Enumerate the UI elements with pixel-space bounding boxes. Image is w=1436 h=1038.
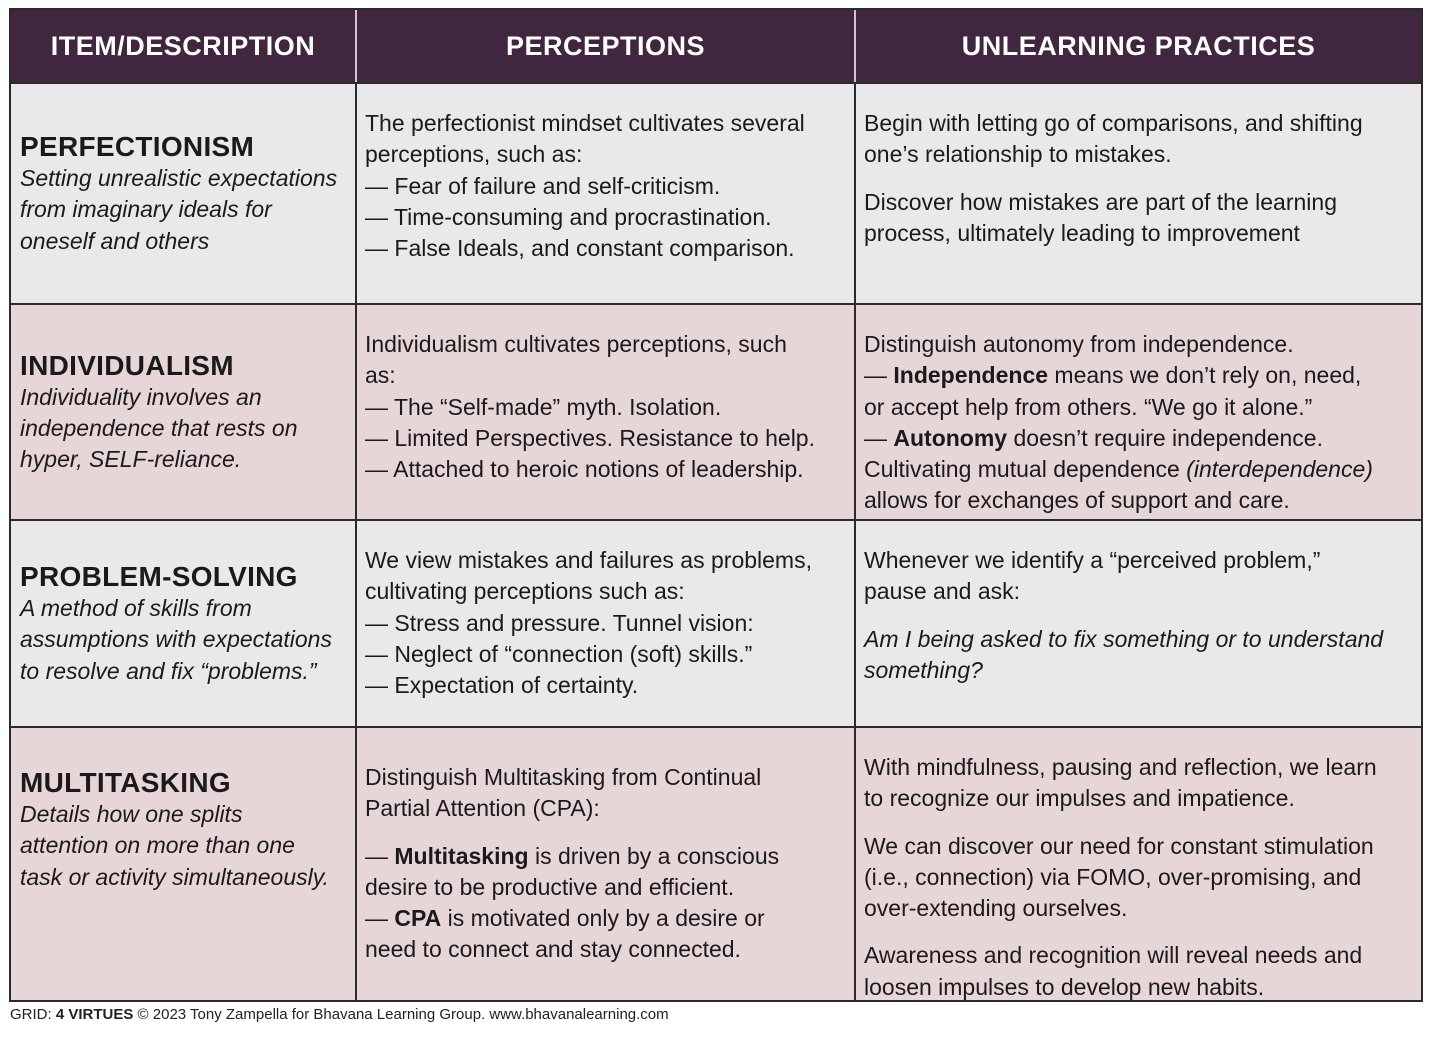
practice-line: process, ultimately leading to improvement bbox=[864, 219, 1300, 246]
item-desc-line: hyper, SELF-reliance. bbox=[20, 446, 242, 473]
term-multitasking: Multitasking bbox=[394, 842, 529, 869]
perception-line: as: bbox=[365, 362, 396, 389]
item-desc-line: oneself and others bbox=[20, 227, 210, 254]
perceptions-cell-multitasking bbox=[357, 726, 856, 1000]
term-independence: Independence bbox=[893, 362, 1049, 389]
practice-line: Begin with letting go of comparisons, and shifting bbox=[864, 110, 1363, 136]
perception-line: — Stress and pressure. Tunnel vision: bbox=[365, 609, 754, 636]
item-desc-line: from imaginary ideals for bbox=[20, 196, 272, 223]
perception-line: Partial Attention (CPA): bbox=[365, 795, 600, 822]
practice-line: Cultivating mutual dependence (interdependence) bbox=[864, 456, 1373, 483]
practice-question: Am I being asked to fix something or to understand bbox=[864, 625, 1384, 652]
perception-line: — Fear of failure and self-criticism. bbox=[365, 172, 721, 199]
perception-line: — Expectation of certainty. bbox=[365, 672, 639, 699]
term-autonomy: Autonomy bbox=[893, 424, 1008, 451]
perception-line: — Multitasking is driven by a conscious bbox=[365, 842, 780, 869]
header-unlearning-practices: UNLEARNING PRACTICES bbox=[856, 10, 1421, 82]
practice-line: With mindfulness, pausing and reflection, we learn bbox=[864, 754, 1377, 780]
practice-line: We can discover our need for constant stimulation bbox=[864, 832, 1374, 859]
perception-line: — Time-consuming and procrastination. bbox=[365, 203, 772, 230]
practice-line: — Independence means we don’t rely on, need, bbox=[864, 362, 1362, 389]
item-desc-line: independence that rests on bbox=[20, 414, 298, 441]
term-interdependence: (interdependence) bbox=[1186, 456, 1373, 483]
item-cell-multitasking bbox=[11, 726, 357, 1000]
item-desc-line: attention on more than one bbox=[20, 832, 295, 859]
perception-line: cultivating perceptions such as: bbox=[365, 578, 685, 605]
item-title: INDIVIDUALISM bbox=[20, 349, 234, 381]
item-cell-perfectionism bbox=[11, 82, 357, 303]
term-cpa: CPA bbox=[394, 905, 442, 932]
perceptions-cell-individualism bbox=[357, 303, 856, 519]
header-item-description: ITEM/DESCRIPTION bbox=[11, 10, 357, 82]
practices-cell-problem-solving bbox=[856, 519, 1421, 726]
perception-line: perceptions, such as: bbox=[365, 141, 583, 168]
virtues-table bbox=[9, 8, 1423, 1002]
practice-line: to recognize our impulses and impatience. bbox=[864, 785, 1295, 812]
practice-line: (i.e., connection) via FOMO, over-promising, and bbox=[864, 863, 1362, 890]
perception-line: desire to be productive and efficient. bbox=[365, 873, 735, 900]
perception-line: — CPA is motivated only by a desire or bbox=[365, 905, 765, 932]
practice-line: over-extending ourselves. bbox=[864, 895, 1128, 922]
practices-cell-perfectionism bbox=[856, 82, 1421, 303]
item-title: PERFECTIONISM bbox=[20, 131, 255, 163]
practice-line: — Autonomy doesn’t require independence. bbox=[864, 424, 1323, 451]
practice-line: Whenever we identify a “perceived problem,” bbox=[864, 547, 1321, 573]
perception-line: — Limited Perspectives. Resistance to help. bbox=[365, 424, 815, 451]
item-cell-individualism bbox=[11, 303, 357, 519]
item-desc-line: Details how one splits bbox=[20, 801, 243, 827]
perception-line: — False Ideals, and constant comparison. bbox=[365, 235, 795, 262]
item-title: PROBLEM-SOLVING bbox=[20, 561, 298, 593]
practices-cell-individualism bbox=[856, 303, 1421, 519]
practices-cell-multitasking bbox=[856, 726, 1421, 1000]
perception-line: Individualism cultivates perceptions, such bbox=[365, 331, 787, 357]
practice-question: something? bbox=[864, 656, 983, 683]
practice-line: Discover how mistakes are part of the learning bbox=[864, 188, 1337, 215]
header-perceptions: PERCEPTIONS bbox=[357, 10, 856, 82]
practice-line: allows for exchanges of support and care. bbox=[864, 487, 1290, 514]
item-desc-line: A method of skills from bbox=[20, 595, 252, 622]
practice-line: Distinguish autonomy from independence. bbox=[864, 331, 1294, 357]
practice-line: pause and ask: bbox=[864, 578, 1021, 605]
item-desc-line: Individuality involves an bbox=[20, 383, 262, 410]
practice-line: one’s relationship to mistakes. bbox=[864, 141, 1172, 168]
perception-line: — Neglect of “connection (soft) skills.” bbox=[365, 640, 753, 667]
perceptions-cell-problem-solving bbox=[357, 519, 856, 726]
practice-line: loosen impulses to develop new habits. bbox=[864, 973, 1265, 1000]
item-desc-line: task or activity simultaneously. bbox=[20, 863, 329, 890]
item-title: MULTITASKING bbox=[20, 767, 231, 798]
perception-line: The perfectionist mindset cultivates several bbox=[365, 110, 805, 136]
perception-line: We view mistakes and failures as problems, bbox=[365, 547, 812, 573]
footer-grid-name: 4 VIRTUES bbox=[55, 1006, 134, 1023]
perception-line: Distinguish Multitasking from Continual bbox=[365, 764, 762, 790]
perception-line: — Attached to heroic notions of leadership. bbox=[365, 456, 804, 483]
perception-line: — The “Self-made” myth. Isolation. bbox=[365, 393, 722, 420]
item-desc-line: Setting unrealistic expectations bbox=[20, 165, 338, 192]
item-desc-line: assumptions with expectations bbox=[20, 626, 332, 653]
perceptions-cell-perfectionism bbox=[357, 82, 856, 303]
perception-line: need to connect and stay connected. bbox=[365, 936, 741, 963]
item-cell-problem-solving bbox=[11, 519, 357, 726]
footer-credit: GRID: 4 VIRTUES © 2023 Tony Zampella for Bhavana Learning Group. www.bhavanalearning.com bbox=[10, 1006, 669, 1023]
practice-line: or accept help from others. “We go it alone.” bbox=[864, 393, 1313, 420]
item-desc-line: to resolve and fix “problems.” bbox=[20, 657, 317, 684]
practice-line: Awareness and recognition will reveal needs and bbox=[864, 942, 1363, 969]
